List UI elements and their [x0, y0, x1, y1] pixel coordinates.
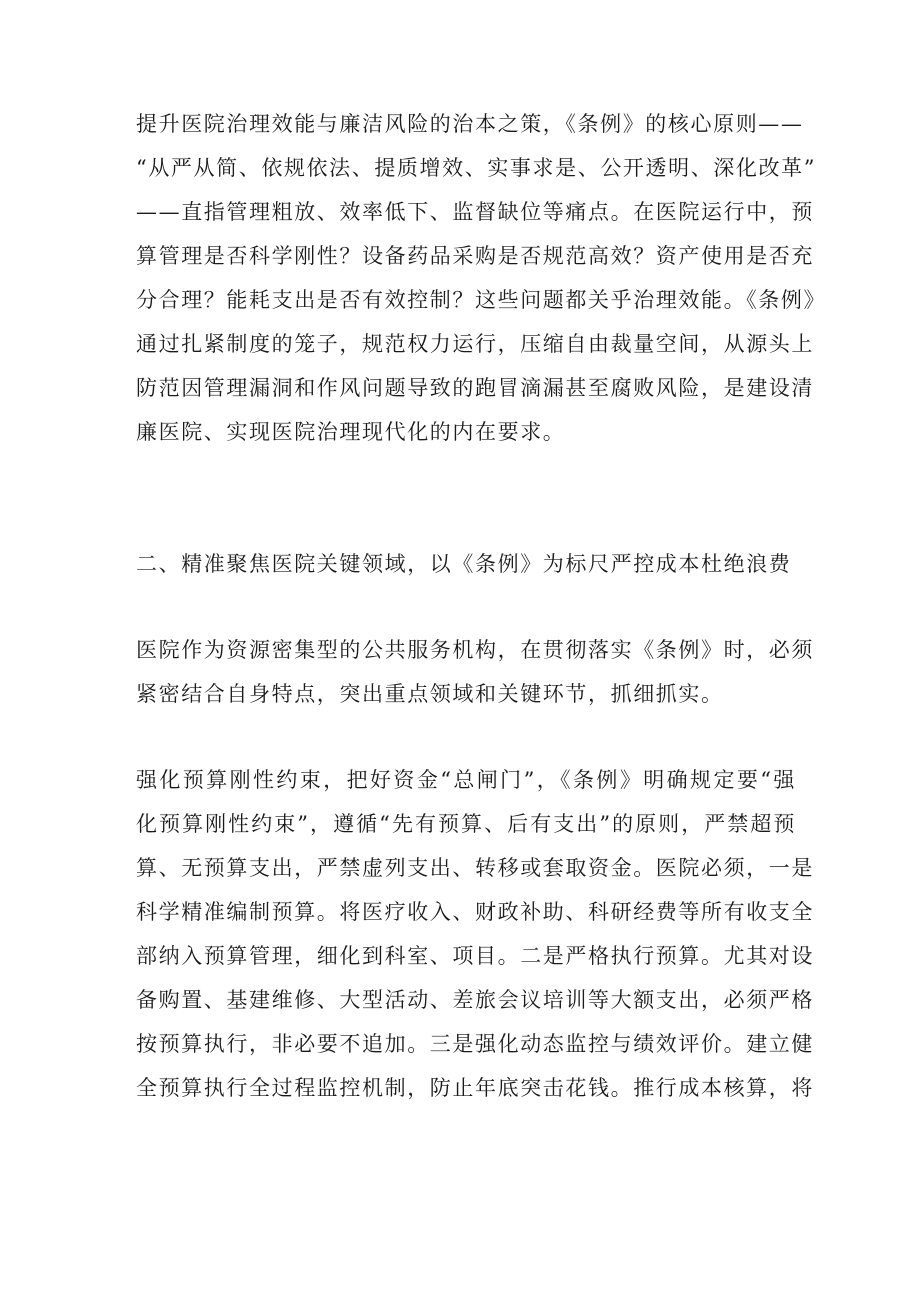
text-line: 廉医院、实现医院治理现代化的内在要求。 [136, 420, 566, 444]
text-line: 防范因管理漏洞和作风问题导致的跑冒滴漏甚至腐败风险，是建设清 [136, 376, 814, 400]
text-line: “从严从简、依规依法、提质增效、实事求是、公开透明、深化改革” [136, 156, 817, 180]
section-heading-2 [136, 542, 796, 586]
text-line: 分合理？能耗支出是否有效控制？这些问题都关乎治理效能。《条例》 [136, 288, 827, 312]
text-line: 化预算刚性约束”，遵循“先有预算、后有支出”的原则，严禁超预 [136, 812, 796, 836]
section-heading-text: 二、精准聚焦医院关键领域，以《条例》为标尺严控成本杜绝浪费 [136, 552, 792, 576]
text-line: 通过扎紧制度的笼子，规范权力运行，压缩自由裁量空间，从源头上 [136, 332, 814, 356]
text-line: 强化预算刚性约束，把好资金“总闸门”，《条例》明确规定要“强 [136, 768, 796, 792]
text-line: 科学精准编制预算。将医疗收入、财政补助、科研经费等所有收支全 [136, 900, 814, 924]
paragraph-hospital-focus [136, 628, 814, 716]
text-line: 全预算执行全过程监控机制，防止年底突击花钱。推行成本核算，将 [136, 1076, 814, 1100]
paragraph-budget-constraint [136, 758, 814, 1110]
text-line: 算、无预算支出，严禁虚列支出、转移或套取资金。医院必须，一是 [136, 856, 814, 880]
text-line: 算管理是否科学刚性？设备药品采购是否规范高效？资产使用是否充 [136, 244, 814, 268]
text-line: 医院作为资源密集型的公共服务机构，在贯彻落实《条例》时，必须 [136, 638, 814, 662]
paragraph-governance-effectiveness [136, 102, 827, 454]
text-line: 备购置、基建维修、大型活动、差旅会议培训等大额支出，必须严格 [136, 988, 814, 1012]
text-line: 提升医院治理效能与廉洁风险的治本之策，《条例》的核心原则—— [136, 112, 804, 136]
text-line: 按预算执行，非必要不追加。三是强化动态监控与绩效评价。建立健 [136, 1032, 814, 1056]
text-line: 紧密结合自身特点，突出重点领域和关键环节，抓细抓实。 [136, 682, 724, 706]
text-line: ——直指管理粗放、效率低下、监督缺位等痛点。在医院运行中，预 [136, 200, 814, 224]
text-line: 部纳入预算管理，细化到科室、项目。二是严格执行预算。尤其对设 [136, 944, 814, 968]
